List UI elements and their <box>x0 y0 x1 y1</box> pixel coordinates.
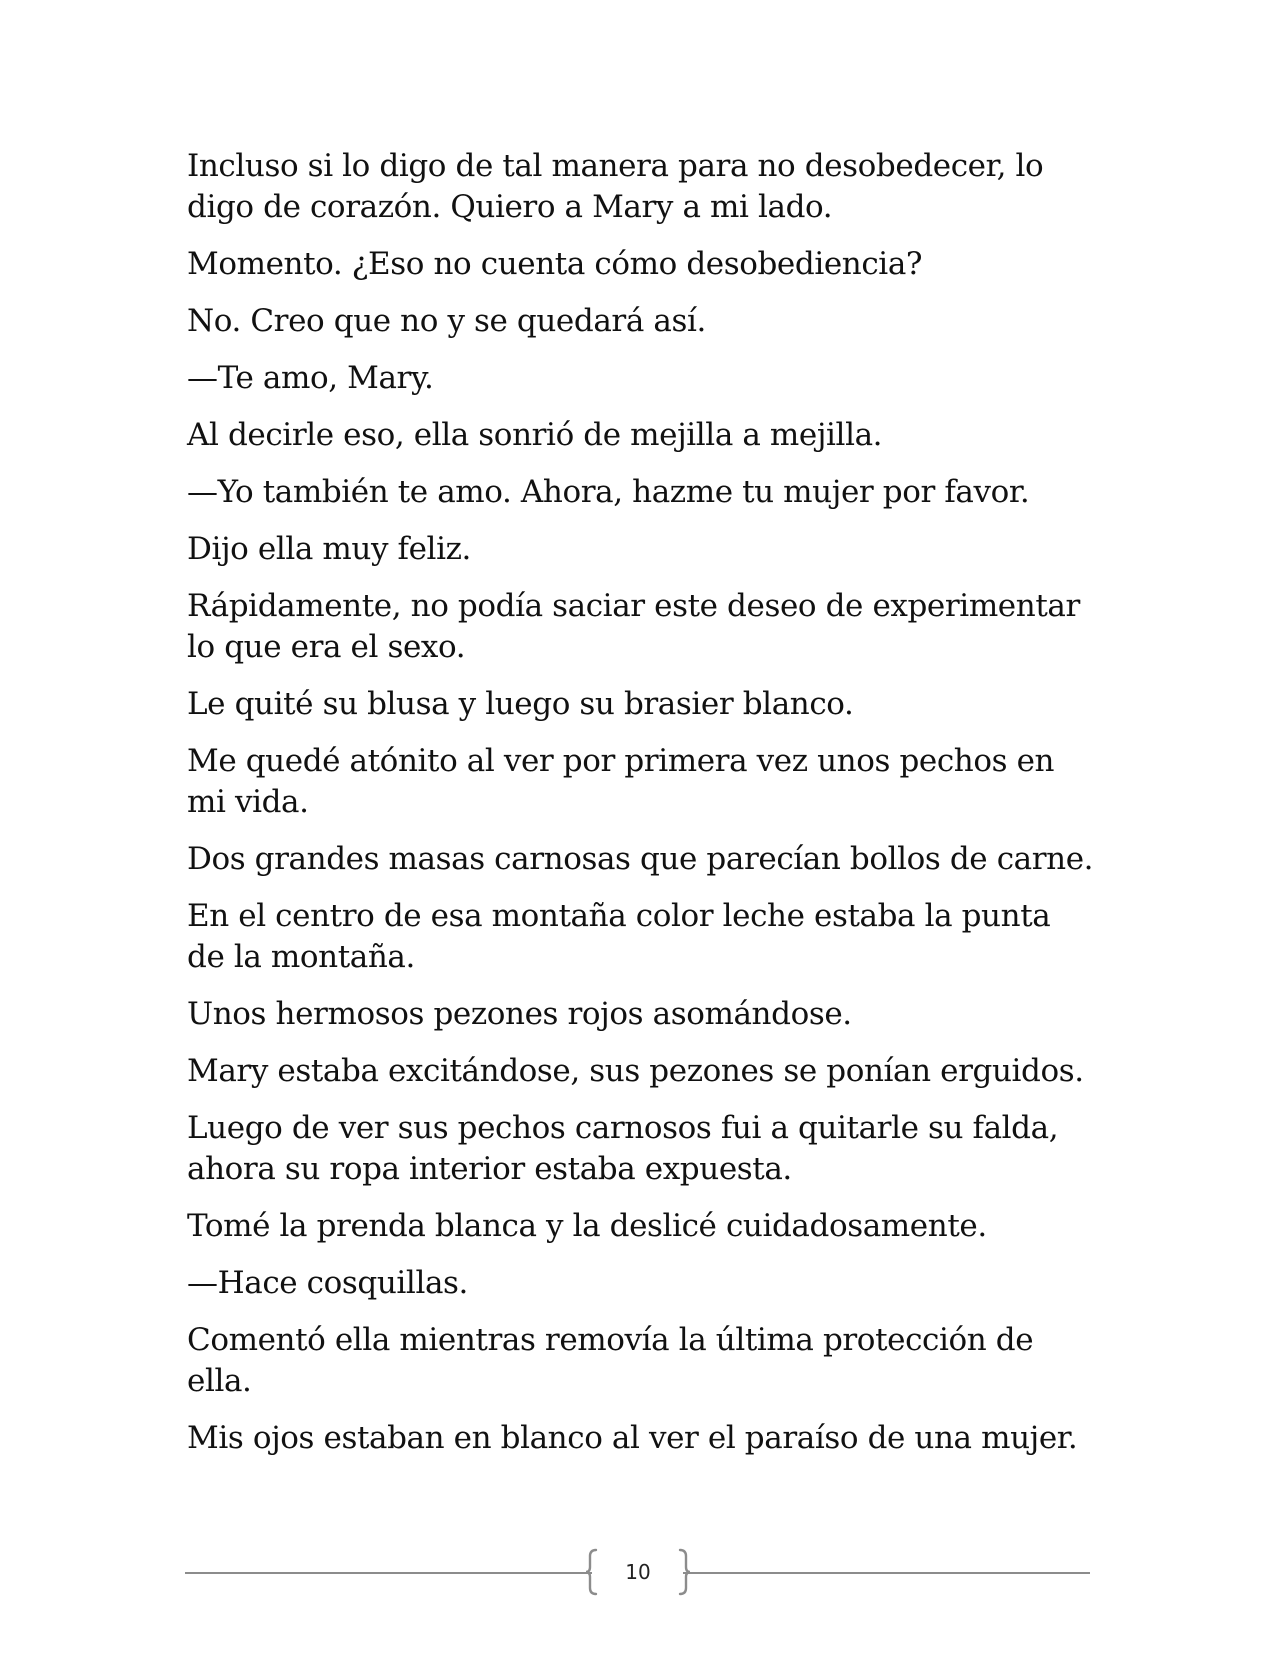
paragraph: Dijo ella muy feliz. <box>187 531 471 567</box>
footer-rule-right <box>683 1572 1090 1574</box>
paragraph: Al decirle eso, ella sonrió de mejilla a mejilla. <box>187 417 883 453</box>
paragraph: Incluso si lo digo de tal manera para no desobedecer, lo digo de corazón. Quiero a Mary a mi lado. <box>187 148 1044 225</box>
left-brace-icon <box>585 1548 599 1596</box>
page-number: 10 <box>625 1560 651 1584</box>
paragraph: Dos grandes masas carnosas que parecían bollos de carne. <box>187 841 1094 877</box>
paragraph: —Hace cosquillas. <box>187 1265 469 1301</box>
paragraph: En el centro de esa montaña color leche estaba la punta de la montaña. <box>187 898 1051 975</box>
paragraph: Unos hermosos pezones rojos asomándose. <box>187 996 852 1032</box>
page-footer <box>185 1548 1090 1598</box>
footer-rule-left <box>185 1572 592 1574</box>
paragraph: Tomé la prenda blanca y la deslicé cuidadosamente. <box>187 1208 987 1244</box>
paragraph: Rápidamente, no podía saciar este deseo de experimentar lo que era el sexo. <box>187 588 1080 665</box>
paragraph: —Yo también te amo. Ahora, hazme tu mujer por favor. <box>187 474 1030 510</box>
paragraph: Comentó ella mientras removía la última protección de ella. <box>187 1322 1034 1399</box>
paragraph: Momento. ¿Eso no cuenta cómo desobediencia? <box>187 246 923 282</box>
paragraph: Mary estaba excitándose, sus pezones se ponían erguidos. <box>187 1053 1084 1089</box>
paragraph: Le quité su blusa y luego su brasier blanco. <box>187 686 854 722</box>
paragraph: —Te amo, Mary. <box>187 360 434 396</box>
paragraph: Luego de ver sus pechos carnosos fui a quitarle su falda, ahora su ropa interior estaba expuesta. <box>187 1110 1059 1187</box>
paragraph: Me quedé atónito al ver por primera vez unos pechos en mi vida. <box>187 743 1055 820</box>
paragraph: No. Creo que no y se quedará así. <box>187 303 706 339</box>
paragraph: Mis ojos estaban en blanco al ver el paraíso de una mujer. <box>187 1420 1078 1456</box>
body-text <box>187 146 1097 1475</box>
